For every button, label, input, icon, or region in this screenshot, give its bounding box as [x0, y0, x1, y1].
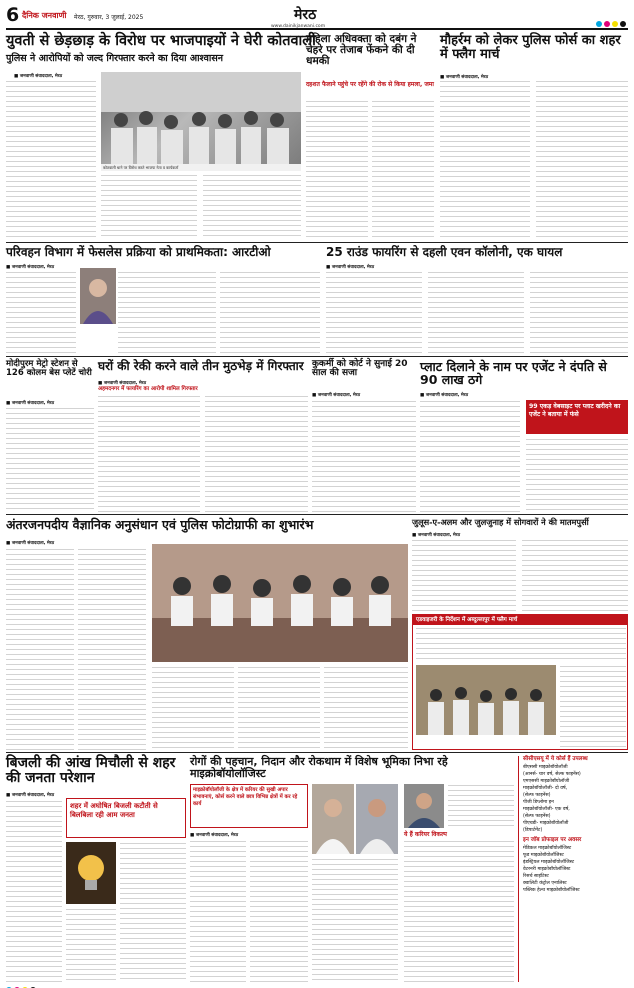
paper-name: दैनिक जनवाणी — [22, 11, 67, 20]
highlight-box — [526, 400, 628, 434]
inset-box — [66, 798, 186, 838]
course-item: पीजी डिप्लोमा इन — [523, 800, 554, 806]
byline: ■ जनवाणी संवाददाता, मेरठ — [326, 265, 375, 270]
headline: कुकर्मी को कोर्ट ने सुनाई 20 साल की सजा — [312, 359, 408, 379]
story-rto-faceless — [6, 246, 322, 354]
career-title: ये हैं करियर विकल्प — [404, 831, 447, 838]
lab-photo-2 — [356, 784, 398, 854]
body-text — [312, 400, 416, 512]
dateline: मेरठ, गुरुवार, 3 जुलाई, 2025 — [74, 14, 144, 21]
section-name: मेरठ — [294, 7, 317, 23]
procession-illustration — [416, 665, 556, 735]
lab-photo-1 — [312, 784, 354, 854]
body-text-4 — [448, 784, 514, 828]
byline: ■ जनवाणी संवाददाता, मेरठ — [98, 381, 147, 386]
byline: ■ जनवाणी संवाददाता, मेरठ — [440, 75, 489, 80]
body-text-2 — [522, 539, 628, 611]
masthead — [6, 6, 628, 30]
headline: जुलूस-ए-अलम और जुलजुनाह में सोगवारों ने की मातमपुर्सी — [412, 517, 589, 527]
headline: युवती से छेड़छाड़ के विरोध पर भाजपाइयों ने घेरी कोतवाली — [6, 33, 316, 49]
course-item: (सेल्फ फाइनेंस) — [523, 814, 551, 820]
subhead: दहशत फैलाने पहुंचे पर रहेंगे की रोक से किया हमला, जमा — [306, 81, 434, 88]
box-title: एडवाइजरी के निर्देशन में अब्दुल्लापुर में फ्लैग मार्च — [413, 615, 627, 625]
body-text-2 — [536, 80, 628, 238]
body-text-2 — [78, 548, 146, 750]
job-item: वेटरनरी माइक्रोबॉयोलॉजिस्ट — [523, 867, 571, 873]
headline: बिजली की आंख मिचौली से शहर की जनता परेशान — [6, 755, 176, 786]
photo-caption: कोतवाली थाने पर विरोध करते भाजपा नेता व कार्यकर्ता — [101, 164, 301, 171]
story-firing-colony — [326, 246, 628, 354]
website: www.dainikjanwani.com — [271, 24, 326, 29]
headline: अंतरजनपदीय वैज्ञानिक अनुसंधान एवं पुलिस फोटोग्राफी का शुभारंभ — [6, 517, 314, 532]
byline: ■ जनवाणी संवाददाता, मेरठ — [312, 393, 361, 398]
story-acid-threat — [306, 34, 434, 240]
body-text — [98, 395, 200, 512]
body-text-2 — [118, 271, 216, 354]
headline: महिला अधिवक्ता को दबंग ने चेहरे पर तेजाब फेंकने की दी धमकी — [306, 33, 417, 68]
body-text-5 — [404, 840, 514, 982]
byline: ■ जनवाणी संवाददाता, मेरठ — [420, 393, 469, 398]
story-forensic-inauguration — [6, 518, 408, 750]
course-item: (सेल्फ फाइनेंस) — [523, 793, 551, 799]
protest-photo — [101, 72, 301, 164]
inset-text: शहर में अघोषित बिजली कटौती से बिलबिला रही आम जनता — [70, 802, 158, 820]
job-item: रिसर्च साइंटिस्ट — [523, 874, 549, 880]
body-text — [326, 271, 422, 354]
body-text-2 — [250, 840, 308, 982]
story-muharram-procession — [412, 518, 628, 750]
byline: ■ जनवाणी संवाददाता, मेरठ — [6, 541, 55, 546]
byline: ■ जनवाणी संवाददाता, मेरठ — [14, 74, 63, 79]
body-text-3 — [220, 271, 320, 354]
portrait-illustration — [404, 784, 444, 828]
page-number: 6 — [6, 4, 20, 26]
box-text — [416, 627, 626, 661]
body-text-2 — [205, 395, 308, 512]
bulb-icon — [66, 842, 116, 904]
expert-photo — [404, 784, 444, 828]
body-text — [190, 840, 246, 982]
story-microbiology — [190, 756, 514, 982]
portrait-illustration — [356, 784, 398, 854]
job-item: मेडिकल माइक्रोबॉयोलॉजिस्ट — [523, 846, 572, 852]
headline: रोगों की पहचान, निदान और रोकथाम में विशेष भूमिका निभा रहे माइक्रोबॉयोलॉजिस्ट — [190, 755, 448, 780]
headline: मोदीपुरम मेट्रो स्टेशन से 126 कोलम बेस प्लेटें चोरी — [6, 359, 92, 378]
body-text-2 — [428, 271, 524, 354]
body-text — [420, 400, 520, 512]
body-text-5 — [324, 666, 408, 750]
byline: ■ जनवाणी संवाददाता, मेरठ — [6, 793, 55, 798]
byline: ■ जनवाणी संवाददाता, मेरठ — [412, 533, 461, 538]
registration-marks — [596, 12, 628, 31]
job-item: पब्लिक हेल्थ माइक्रोबॉयोलॉजिस्ट — [523, 888, 580, 894]
story-metro-theft — [6, 360, 94, 512]
highlight-text: 99 एकड़ वेबसाइट पर प्लाट खरीदने का एजेंट ने बताया में फंसे — [529, 403, 621, 418]
byline: ■ जनवाणी संवाददाता, मेरठ — [190, 833, 239, 838]
body-text-3 — [530, 271, 628, 354]
body-text — [6, 548, 74, 750]
story-bjp-protest — [6, 33, 316, 240]
headline: मौहर्रम को लेकर पुलिस फोर्स का शहर में फ्लैग मार्च — [440, 33, 621, 62]
portrait-illustration — [80, 268, 116, 324]
story-encounter-arrest — [98, 360, 308, 512]
body-text-2 — [372, 100, 434, 238]
job-item: इंडस्ट्रियल माइक्रोबॉयोलॉजिस्ट — [523, 860, 574, 866]
body-text-2 — [120, 842, 186, 982]
body-text — [440, 80, 530, 238]
story-flag-march — [440, 34, 628, 240]
seminar-illustration — [152, 544, 408, 662]
body-text-3 — [312, 858, 398, 982]
body-text — [306, 100, 368, 238]
course-item: माइक्रोबॉयोलॉजी- एक वर्ष, — [523, 807, 570, 813]
crowd-illustration — [101, 72, 301, 164]
course-item: माइक्रोबॉयोलॉजी- दो वर्ष, — [523, 786, 568, 792]
body-text-3 — [152, 666, 234, 750]
body-text-3 — [66, 908, 116, 982]
bulb-photo — [66, 842, 116, 904]
body-text — [6, 407, 94, 512]
course-item: पीएचडी- माइक्रोबॉयोलॉजी — [523, 821, 569, 827]
headline: 25 राउंड फायरिंग से दहली एवन कॉलोनी, एक घायल — [326, 245, 563, 259]
divider — [6, 752, 628, 753]
sidebar-jobs-title: इन जॉब प्रोफाइल पर अवसर — [523, 837, 582, 844]
body-text-2 — [526, 438, 628, 512]
sidebar-courses — [518, 756, 628, 982]
box-text-2 — [560, 665, 626, 747]
flag-march-box — [412, 614, 628, 750]
body-text-4 — [238, 666, 320, 750]
body-text — [6, 800, 62, 982]
divider — [6, 514, 628, 515]
course-item: बीएससी माइक्रोबॉयोलॉजी — [523, 765, 568, 771]
career-box — [190, 784, 308, 828]
divider — [6, 356, 628, 357]
course-item: एमएससी माइक्रोबॉयोलॉजी — [523, 779, 570, 785]
subhead: पुलिस ने आरोपियों को जल्द गिरफ्तार करने का दिया आश्वासन — [6, 53, 224, 64]
body-text-3 — [203, 174, 301, 238]
byline: ■ जनवाणी संवाददाता, मेरठ — [6, 265, 55, 270]
body-text — [412, 539, 516, 611]
course-item: (आनर्स- चार वर्ष, सेल्फ फाइनेंस) — [523, 772, 581, 778]
headline: घरों की रेकी करने वाले तीन मुठभेड़ में गिरफ्तार — [98, 359, 304, 373]
body-text-2 — [101, 174, 197, 238]
story-power-cuts — [6, 756, 186, 982]
headline: प्लाट दिलाने के नाम पर एजेंट ने दंपति से 90 लाख ठगे — [420, 359, 607, 388]
procession-photo — [416, 665, 556, 735]
divider — [6, 242, 628, 243]
kicker: अहमदनगर में फायरिंग का आरोपी शामिल गिरफ्तार — [98, 386, 198, 392]
career-box-text: माइक्रोबॉयोलॉजी के क्षेत्र में करियर की सुखी अपार संभावनाएं, कोर्स करने वाले छात्र विभिन्न क्षेत्रों में कर रहे कार्य — [193, 787, 298, 807]
job-item: क्वालिटी कंट्रोल एनालिस्ट — [523, 881, 567, 887]
story-court-sentence — [312, 360, 416, 512]
registration-marks-bottom — [6, 978, 38, 988]
byline: ■ जनवाणी संवाददाता, मेरठ — [6, 401, 55, 406]
rto-officer-photo — [80, 268, 116, 324]
seminar-photo — [152, 544, 408, 662]
headline: परिवहन विभाग में फेसलेस प्रक्रिया को प्राथमिकता: आरटीओ — [6, 245, 271, 259]
portrait-illustration — [312, 784, 354, 854]
body-text — [6, 271, 76, 354]
sidebar-title: सीसीएसयू में ये कोर्स हैं उपलब्ध — [523, 756, 588, 762]
story-plot-fraud — [420, 360, 628, 512]
course-item: (डिपार्टमेंट) — [523, 828, 543, 834]
job-item: फूड माइक्रोबॉयोलॉजिस्ट — [523, 853, 564, 859]
body-text — [6, 80, 96, 238]
